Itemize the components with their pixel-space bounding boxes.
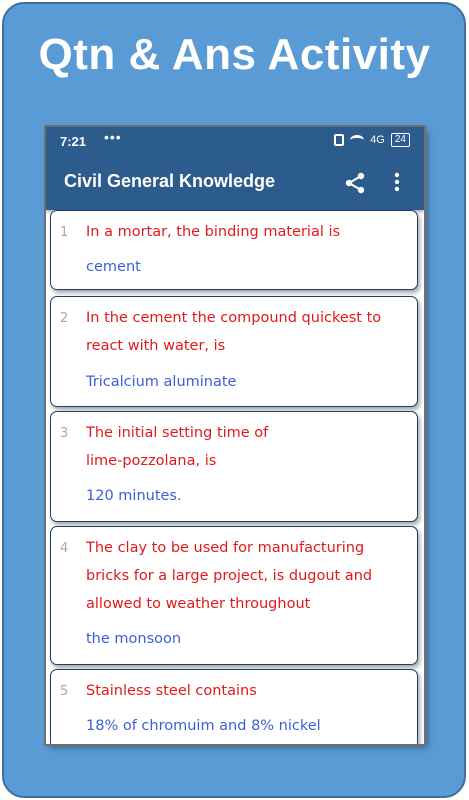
promo-banner-title: Qtn & Ans Activity: [38, 30, 431, 79]
app-bar: [46, 155, 424, 210]
answer-text: 18% of chromuim and 8% nickel: [86, 718, 321, 734]
app-title: Civil General Knowledge: [64, 171, 276, 191]
more-vert-icon[interactable]: [391, 171, 403, 193]
status-icons: [334, 133, 410, 147]
question-text: [86, 677, 413, 705]
item-number: 3: [60, 426, 69, 441]
question-line: react with water, is: [86, 338, 226, 354]
answer-text: Tricalcium aluminate: [86, 374, 237, 390]
notification-dots: •••: [104, 129, 122, 145]
item-number: 4: [60, 541, 69, 556]
status-time: 7:21: [60, 134, 87, 149]
phone-screen: [46, 127, 424, 744]
list-item[interactable]: [50, 411, 418, 522]
share-icon[interactable]: [344, 172, 366, 194]
battery-icon: 24: [391, 133, 410, 147]
vibrate-icon: [334, 134, 344, 146]
question-text: [86, 534, 413, 618]
wifi-icon: [350, 135, 364, 145]
list-item[interactable]: [50, 526, 418, 665]
question-line: The clay to be used for manufacturing: [86, 540, 365, 556]
list-item[interactable]: [50, 296, 418, 407]
question-text: [86, 419, 413, 475]
signal-label: 4G: [370, 134, 385, 146]
item-number: 2: [60, 311, 69, 326]
question-line: bricks for a large project, is dugout and: [86, 568, 373, 584]
status-bar: [46, 127, 424, 155]
item-number: 5: [60, 684, 69, 699]
question-line: In the cement the compound quickest to: [86, 310, 382, 326]
question-line: In a mortar, the binding material is: [86, 224, 341, 240]
question-line: The initial setting time of: [86, 425, 269, 441]
answer-text: 120 minutes.: [86, 488, 182, 504]
answer-text: the monsoon: [86, 631, 182, 647]
question-line: Stainless steel contains: [86, 683, 257, 699]
question-line: lime-pozzolana, is: [86, 453, 217, 469]
list-item[interactable]: [50, 669, 418, 744]
question-text: [86, 218, 413, 246]
question-text: [86, 304, 413, 360]
list-item[interactable]: [50, 210, 418, 290]
question-line: allowed to weather throughout: [86, 596, 311, 612]
answer-text: cement: [86, 259, 141, 275]
item-number: 1: [60, 225, 69, 240]
